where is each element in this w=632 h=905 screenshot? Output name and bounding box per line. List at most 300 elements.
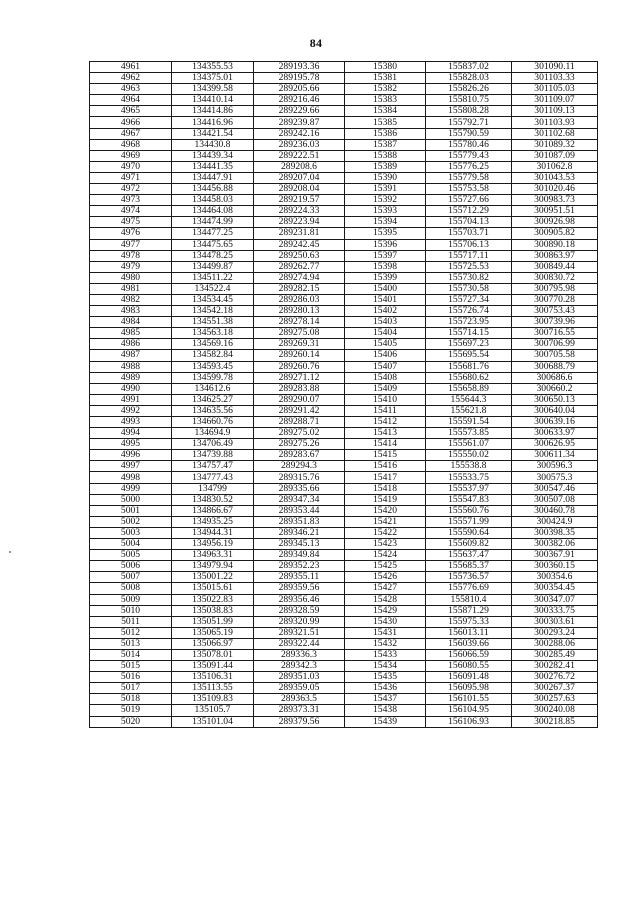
point-number-cell: 4967 [90,128,172,139]
point-number-cell: 5016 [90,672,172,683]
y-coordinate-cell: 300424.9 [512,516,598,527]
point-number-cell: 4979 [90,261,172,272]
x-coordinate-cell: 134979.94 [172,561,254,572]
table-row [90,627,598,638]
y-coordinate-cell: 300547.46 [512,483,598,494]
y-coordinate-cell: 300633.97 [512,428,598,439]
table-row [90,250,598,261]
y-coordinate-cell: 301102.68 [512,128,598,139]
x-coordinate-cell: 134612.6 [172,383,254,394]
point-number-cell: 4974 [90,206,172,217]
point-number-cell: 4975 [90,217,172,228]
table-row [90,394,598,405]
x-coordinate-cell: 134416.96 [172,117,254,128]
point-number-cell: 4990 [90,383,172,394]
y-coordinate-cell: 300267.37 [512,683,598,694]
table-row [90,661,598,672]
y-coordinate-cell: 300240.08 [512,705,598,716]
y-coordinate-cell: 300905.82 [512,228,598,239]
coordinates-table [89,61,598,728]
y-coordinate-cell: 300333.75 [512,605,598,616]
y-coordinate-cell: 300890.18 [512,239,598,250]
point-number-cell: 15391 [345,184,426,195]
y-coordinate-cell: 289379.56 [254,716,345,727]
table-row [90,217,598,228]
y-coordinate-cell: 301103.33 [512,73,598,84]
y-coordinate-cell: 289290.07 [254,394,345,405]
table-row [90,84,598,95]
table-row [90,62,598,73]
table-row [90,694,598,705]
y-coordinate-cell: 289207.04 [254,172,345,183]
y-coordinate-cell: 300288.06 [512,638,598,649]
point-number-cell: 15434 [345,661,426,672]
point-number-cell: 4996 [90,450,172,461]
x-coordinate-cell: 135105.7 [172,705,254,716]
y-coordinate-cell: 300218.85 [512,716,598,727]
x-coordinate-cell: 135051.99 [172,616,254,627]
point-number-cell: 4995 [90,439,172,450]
table-row [90,550,598,561]
point-number-cell: 5018 [90,694,172,705]
point-number-cell: 15426 [345,572,426,583]
x-coordinate-cell: 155573.85 [426,428,512,439]
y-coordinate-cell: 289275.26 [254,439,345,450]
point-number-cell: 15390 [345,172,426,183]
point-number-cell: 15429 [345,605,426,616]
table-row [90,306,598,317]
x-coordinate-cell: 155810.4 [426,594,512,605]
table-row [90,383,598,394]
x-coordinate-cell: 156106.93 [426,716,512,727]
point-number-cell: 5009 [90,594,172,605]
y-coordinate-cell: 289195.78 [254,73,345,84]
x-coordinate-cell: 134439.34 [172,150,254,161]
table-row [90,605,598,616]
point-number-cell: 5019 [90,705,172,716]
x-coordinate-cell: 134421.54 [172,128,254,139]
point-number-cell: 15388 [345,150,426,161]
y-coordinate-cell: 300650.13 [512,394,598,405]
y-coordinate-cell: 300575.3 [512,472,598,483]
table-row [90,195,598,206]
x-coordinate-cell: 134582.84 [172,350,254,361]
point-number-cell: 15415 [345,450,426,461]
x-coordinate-cell: 134414.86 [172,106,254,117]
table-row [90,683,598,694]
y-coordinate-cell: 301043.53 [512,172,598,183]
x-coordinate-cell: 155712.29 [426,206,512,217]
point-number-cell: 5014 [90,649,172,660]
y-coordinate-cell: 301087.09 [512,150,598,161]
point-number-cell: 5010 [90,605,172,616]
x-coordinate-cell: 135109.83 [172,694,254,705]
y-coordinate-cell: 289275.08 [254,328,345,339]
point-number-cell: 4991 [90,394,172,405]
x-coordinate-cell: 135106.31 [172,672,254,683]
table-row [90,161,598,172]
y-coordinate-cell: 289208.6 [254,161,345,172]
x-coordinate-cell: 134534.45 [172,294,254,305]
table-row [90,439,598,450]
point-number-cell: 15433 [345,649,426,660]
y-coordinate-cell: 300626.95 [512,439,598,450]
point-number-cell: 15393 [345,206,426,217]
y-coordinate-cell: 301105.03 [512,84,598,95]
point-number-cell: 4972 [90,184,172,195]
point-number-cell: 15405 [345,339,426,350]
x-coordinate-cell: 134464.08 [172,206,254,217]
x-coordinate-cell: 155537.97 [426,483,512,494]
point-number-cell: 15404 [345,328,426,339]
y-coordinate-cell: 300640.04 [512,405,598,416]
y-coordinate-cell: 289283.67 [254,450,345,461]
point-number-cell: 4978 [90,250,172,261]
point-number-cell: 15409 [345,383,426,394]
table-row [90,350,598,361]
x-coordinate-cell: 134475.65 [172,239,254,250]
x-coordinate-cell: 134447.91 [172,172,254,183]
y-coordinate-cell: 289349.84 [254,550,345,561]
table-row [90,417,598,428]
point-number-cell: 15417 [345,472,426,483]
table-row [90,505,598,516]
point-number-cell: 15387 [345,139,426,150]
x-coordinate-cell: 134355.53 [172,62,254,73]
y-coordinate-cell: 300830.72 [512,272,598,283]
x-coordinate-cell: 134478.25 [172,250,254,261]
x-coordinate-cell: 155621.8 [426,405,512,416]
table-row [90,472,598,483]
y-coordinate-cell: 289262.77 [254,261,345,272]
x-coordinate-cell: 155644.3 [426,394,512,405]
table-row [90,206,598,217]
table-row [90,672,598,683]
point-number-cell: 4976 [90,228,172,239]
x-coordinate-cell: 134660.76 [172,417,254,428]
y-coordinate-cell: 289286.03 [254,294,345,305]
table-row [90,483,598,494]
x-coordinate-cell: 155792.71 [426,117,512,128]
table-row [90,594,598,605]
x-coordinate-cell: 155703.71 [426,228,512,239]
table-row [90,583,598,594]
y-coordinate-cell: 300863.97 [512,250,598,261]
table-row [90,361,598,372]
x-coordinate-cell: 155779.58 [426,172,512,183]
x-coordinate-cell: 134563.18 [172,328,254,339]
point-number-cell: 4980 [90,272,172,283]
table-row [90,150,598,161]
y-coordinate-cell: 289242.16 [254,128,345,139]
x-coordinate-cell: 156080.55 [426,661,512,672]
x-coordinate-cell: 134593.45 [172,361,254,372]
y-coordinate-cell: 289219.57 [254,195,345,206]
x-coordinate-cell: 135101.04 [172,716,254,727]
page-number: 84 [309,36,323,50]
point-number-cell: 15395 [345,228,426,239]
table-row [90,128,598,139]
y-coordinate-cell: 289342.3 [254,661,345,672]
table-row [90,172,598,183]
x-coordinate-cell: 156104.95 [426,705,512,716]
point-number-cell: 15419 [345,494,426,505]
x-coordinate-cell: 135022.83 [172,594,254,605]
y-coordinate-cell: 289208.04 [254,184,345,195]
y-coordinate-cell: 301103.93 [512,117,598,128]
x-coordinate-cell: 155790.59 [426,128,512,139]
y-coordinate-cell: 300753.43 [512,306,598,317]
y-coordinate-cell: 289373.31 [254,705,345,716]
x-coordinate-cell: 134441.35 [172,161,254,172]
table-row [90,572,598,583]
point-number-cell: 5003 [90,527,172,538]
point-number-cell: 4964 [90,95,172,106]
y-coordinate-cell: 301020.46 [512,184,598,195]
x-coordinate-cell: 155538.8 [426,461,512,472]
x-coordinate-cell: 134375.01 [172,73,254,84]
point-number-cell: 15407 [345,361,426,372]
y-coordinate-cell: 289352.23 [254,561,345,572]
x-coordinate-cell: 155680.62 [426,372,512,383]
x-coordinate-cell: 155730.58 [426,283,512,294]
y-coordinate-cell: 289294.3 [254,461,345,472]
point-number-cell: 15406 [345,350,426,361]
x-coordinate-cell: 134635.56 [172,405,254,416]
x-coordinate-cell: 134757.47 [172,461,254,472]
point-number-cell: 4961 [90,62,172,73]
x-coordinate-cell: 134542.18 [172,306,254,317]
y-coordinate-cell: 289205.66 [254,84,345,95]
y-coordinate-cell: 289359.56 [254,583,345,594]
point-number-cell: 15427 [345,583,426,594]
x-coordinate-cell: 155727.66 [426,195,512,206]
x-coordinate-cell: 156013.11 [426,627,512,638]
y-coordinate-cell: 289315.76 [254,472,345,483]
table-row [90,73,598,84]
x-coordinate-cell: 155975.33 [426,616,512,627]
point-number-cell: 4994 [90,428,172,439]
point-number-cell: 4963 [90,84,172,95]
point-number-cell: 15385 [345,117,426,128]
y-coordinate-cell: 300398.35 [512,527,598,538]
x-coordinate-cell: 155637.47 [426,550,512,561]
point-number-cell: 15402 [345,306,426,317]
y-coordinate-cell: 300460.78 [512,505,598,516]
y-coordinate-cell: 300716.55 [512,328,598,339]
x-coordinate-cell: 155706.13 [426,239,512,250]
table-row [90,638,598,649]
x-coordinate-cell: 155590.64 [426,527,512,538]
x-coordinate-cell: 155810.75 [426,95,512,106]
x-coordinate-cell: 155697.23 [426,339,512,350]
y-coordinate-cell: 300257.63 [512,694,598,705]
point-number-cell: 15386 [345,128,426,139]
x-coordinate-cell: 135091.44 [172,661,254,672]
x-coordinate-cell: 155681.76 [426,361,512,372]
y-coordinate-cell: 301109.13 [512,106,598,117]
table-row [90,261,598,272]
y-coordinate-cell: 300282.41 [512,661,598,672]
y-coordinate-cell: 289231.81 [254,228,345,239]
table-row [90,372,598,383]
y-coordinate-cell: 300639.16 [512,417,598,428]
point-number-cell: 15435 [345,672,426,683]
y-coordinate-cell: 289275.02 [254,428,345,439]
x-coordinate-cell: 135015.61 [172,583,254,594]
x-coordinate-cell: 134399.58 [172,84,254,95]
x-coordinate-cell: 134456.88 [172,184,254,195]
y-coordinate-cell: 289346.21 [254,527,345,538]
x-coordinate-cell: 134956.19 [172,539,254,550]
table-row [90,405,598,416]
x-coordinate-cell: 135113.55 [172,683,254,694]
table-row [90,561,598,572]
x-coordinate-cell: 134694.9 [172,428,254,439]
x-coordinate-cell: 134706.49 [172,439,254,450]
point-number-cell: 15380 [345,62,426,73]
y-coordinate-cell: 300770.28 [512,294,598,305]
point-number-cell: 15414 [345,439,426,450]
point-number-cell: 5005 [90,550,172,561]
point-number-cell: 15396 [345,239,426,250]
point-number-cell: 15382 [345,84,426,95]
table-row [90,328,598,339]
x-coordinate-cell: 135065.19 [172,627,254,638]
point-number-cell: 4999 [90,483,172,494]
y-coordinate-cell: 289356.46 [254,594,345,605]
y-coordinate-cell: 289274.94 [254,272,345,283]
y-coordinate-cell: 301089.32 [512,139,598,150]
y-coordinate-cell: 300293.24 [512,627,598,638]
y-coordinate-cell: 300507.08 [512,494,598,505]
point-number-cell: 15422 [345,527,426,538]
y-coordinate-cell: 289193.36 [254,62,345,73]
table-row [90,450,598,461]
y-coordinate-cell: 289271.12 [254,372,345,383]
y-coordinate-cell: 289239.87 [254,117,345,128]
point-number-cell: 5013 [90,638,172,649]
y-coordinate-cell: 289224.33 [254,206,345,217]
y-coordinate-cell: 300303.61 [512,616,598,627]
table-row [90,317,598,328]
point-number-cell: 15411 [345,405,426,416]
y-coordinate-cell: 289336.3 [254,649,345,660]
coordinates-table-body [90,62,598,728]
point-number-cell: 5006 [90,561,172,572]
x-coordinate-cell: 134410.14 [172,95,254,106]
point-number-cell: 15400 [345,283,426,294]
point-number-cell: 4965 [90,106,172,117]
table-row [90,117,598,128]
x-coordinate-cell: 155695.54 [426,350,512,361]
y-coordinate-cell: 289328.59 [254,605,345,616]
y-coordinate-cell: 289229.66 [254,106,345,117]
point-number-cell: 15389 [345,161,426,172]
point-number-cell: 4962 [90,73,172,84]
x-coordinate-cell: 155714.15 [426,328,512,339]
point-number-cell: 5008 [90,583,172,594]
point-number-cell: 15408 [345,372,426,383]
y-coordinate-cell: 289345.13 [254,539,345,550]
y-coordinate-cell: 289216.46 [254,95,345,106]
x-coordinate-cell: 155780.46 [426,139,512,150]
point-number-cell: 4993 [90,417,172,428]
point-number-cell: 15403 [345,317,426,328]
table-row [90,716,598,727]
x-coordinate-cell: 134458.03 [172,195,254,206]
y-coordinate-cell: 289236.03 [254,139,345,150]
x-coordinate-cell: 134935.25 [172,516,254,527]
x-coordinate-cell: 134799 [172,483,254,494]
table-row [90,272,598,283]
margin-mark [9,551,11,553]
x-coordinate-cell: 155561.07 [426,439,512,450]
point-number-cell: 15383 [345,95,426,106]
x-coordinate-cell: 134866.67 [172,505,254,516]
x-coordinate-cell: 134625.27 [172,394,254,405]
x-coordinate-cell: 134474.99 [172,217,254,228]
y-coordinate-cell: 300951.51 [512,206,598,217]
x-coordinate-cell: 155725.53 [426,261,512,272]
point-number-cell: 4998 [90,472,172,483]
point-number-cell: 15436 [345,683,426,694]
point-number-cell: 5000 [90,494,172,505]
y-coordinate-cell: 300706.99 [512,339,598,350]
point-number-cell: 15430 [345,616,426,627]
y-coordinate-cell: 300354.6 [512,572,598,583]
point-number-cell: 4984 [90,317,172,328]
y-coordinate-cell: 289223.94 [254,217,345,228]
point-number-cell: 4971 [90,172,172,183]
table-row [90,527,598,538]
y-coordinate-cell: 289363.5 [254,694,345,705]
point-number-cell: 15392 [345,195,426,206]
table-row [90,461,598,472]
x-coordinate-cell: 134599.78 [172,372,254,383]
x-coordinate-cell: 135066.97 [172,638,254,649]
y-coordinate-cell: 300926.98 [512,217,598,228]
point-number-cell: 15432 [345,638,426,649]
point-number-cell: 4985 [90,328,172,339]
point-number-cell: 15381 [345,73,426,84]
point-number-cell: 4986 [90,339,172,350]
point-number-cell: 5001 [90,505,172,516]
y-coordinate-cell: 300285.49 [512,649,598,660]
x-coordinate-cell: 156101.55 [426,694,512,705]
table-row [90,184,598,195]
y-coordinate-cell: 289335.66 [254,483,345,494]
point-number-cell: 15425 [345,561,426,572]
point-number-cell: 5011 [90,616,172,627]
x-coordinate-cell: 155704.13 [426,217,512,228]
point-number-cell: 5012 [90,627,172,638]
x-coordinate-cell: 155723.95 [426,317,512,328]
point-number-cell: 15421 [345,516,426,527]
x-coordinate-cell: 134944.31 [172,527,254,538]
x-coordinate-cell: 155776.69 [426,583,512,594]
point-number-cell: 15398 [345,261,426,272]
x-coordinate-cell: 155609.82 [426,539,512,550]
point-number-cell: 15439 [345,716,426,727]
y-coordinate-cell: 289260.14 [254,350,345,361]
y-coordinate-cell: 300367.91 [512,550,598,561]
x-coordinate-cell: 134499.87 [172,261,254,272]
y-coordinate-cell: 289320.99 [254,616,345,627]
table-row [90,294,598,305]
point-number-cell: 4988 [90,361,172,372]
table-row [90,649,598,660]
